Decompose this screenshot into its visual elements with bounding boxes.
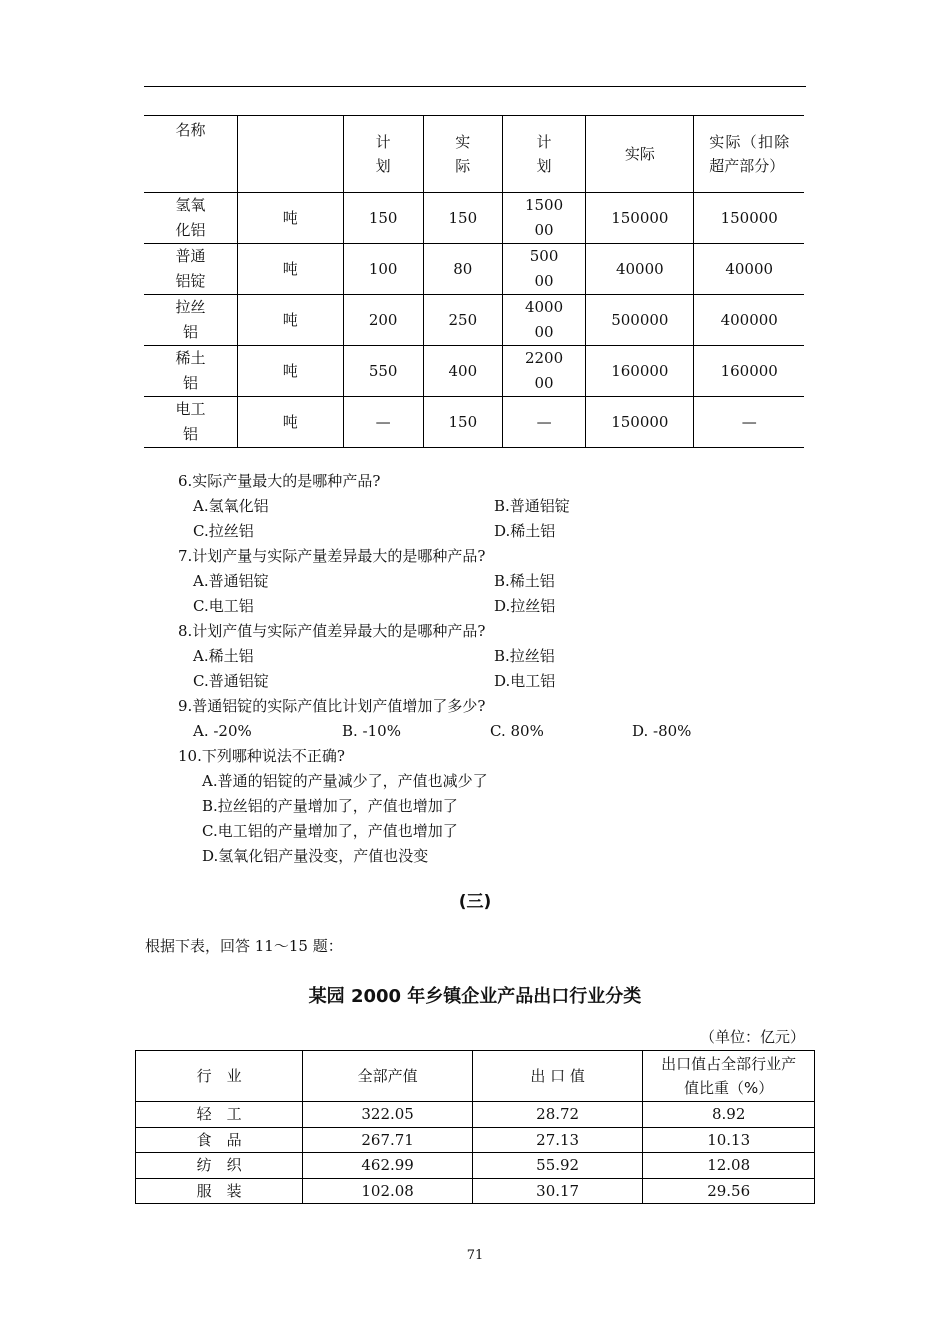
cell: 50000 [502, 244, 585, 295]
question-9-option-d[interactable]: D. -80% [632, 722, 692, 740]
cell: 150000 [586, 193, 694, 244]
table-row [144, 295, 804, 346]
cell: — [343, 397, 423, 448]
question-7-option-c[interactable]: C.电工铝 [193, 597, 254, 615]
question-6-option-c[interactable]: C.拉丝铝 [193, 522, 254, 540]
cell: 拉丝铝 [144, 295, 238, 346]
cell: 服 装 [136, 1178, 303, 1204]
cell: 12.08 [643, 1153, 815, 1179]
cell: 200 [343, 295, 423, 346]
question-8-stem: 8.计划产值与实际产值差异最大的是哪种产品? [178, 622, 486, 640]
cell: 吨 [238, 346, 344, 397]
header-name: 名称 [144, 116, 238, 193]
cell: 40000 [586, 244, 694, 295]
cell: 30.17 [472, 1178, 642, 1204]
cell: 322.05 [303, 1102, 473, 1128]
cell: 80 [423, 244, 502, 295]
cell: 电工铝 [144, 397, 238, 448]
question-10-option-a[interactable]: A.普通的铝锭的产量减少了，产值也减少了 [202, 772, 488, 790]
table-header-row [136, 1051, 815, 1102]
question-9-stem: 9.普通铝锭的实际产值比计划产值增加了多少? [178, 697, 486, 715]
question-8-option-d[interactable]: D.电工铝 [494, 672, 556, 690]
question-10-stem: 10.下列哪种说法不正确? [178, 747, 345, 765]
cell: 轻 工 [136, 1102, 303, 1128]
table-row [144, 193, 804, 244]
cell: 150 [423, 193, 502, 244]
table-row [136, 1178, 815, 1204]
cell: 150 [343, 193, 423, 244]
cell: 462.99 [303, 1153, 473, 1179]
cell: 稀土铝 [144, 346, 238, 397]
cell: — [502, 397, 585, 448]
cell: 400000 [694, 295, 804, 346]
cell: 8.92 [643, 1102, 815, 1128]
cell: 10.13 [643, 1127, 815, 1153]
cell: 250 [423, 295, 502, 346]
question-7-stem: 7.计划产量与实际产量差异最大的是哪种产品? [178, 547, 486, 565]
table-row [136, 1127, 815, 1153]
header-actual-value: 实际 [586, 116, 694, 193]
table-row [136, 1102, 815, 1128]
question-8-option-c[interactable]: C.普通铝锭 [193, 672, 269, 690]
cell: 150000 [502, 193, 585, 244]
cell: 吨 [238, 193, 344, 244]
cell: 400000 [502, 295, 585, 346]
header-unit [238, 116, 344, 193]
production-table [144, 115, 804, 448]
header-export-value: 出 口 值 [472, 1051, 642, 1102]
section-title: (三) [458, 892, 492, 912]
question-7-option-d[interactable]: D.拉丝铝 [494, 597, 556, 615]
cell: 267.71 [303, 1127, 473, 1153]
cell: 220000 [502, 346, 585, 397]
cell: 400 [423, 346, 502, 397]
question-6-option-b[interactable]: B.普通铝锭 [494, 497, 570, 515]
table-row [136, 1153, 815, 1179]
page-number: 71 [466, 1248, 484, 1263]
cell: 102.08 [303, 1178, 473, 1204]
header-industry: 行 业 [136, 1051, 303, 1102]
cell: 150000 [694, 193, 804, 244]
cell: 28.72 [472, 1102, 642, 1128]
question-10-option-b[interactable]: B.拉丝铝的产量增加了，产值也增加了 [202, 797, 458, 815]
question-8-option-a[interactable]: A.稀土铝 [193, 647, 254, 665]
cell: 吨 [238, 295, 344, 346]
table-row [144, 346, 804, 397]
header-export-ratio: 出口值占全部行业产值比重（%） [643, 1051, 815, 1102]
question-9-option-c[interactable]: C. 80% [490, 722, 544, 740]
cell: 27.13 [472, 1127, 642, 1153]
header-actual-adjusted: 实际（扣除超产部分） [694, 116, 804, 193]
cell: — [694, 397, 804, 448]
table2-unit: （单位：亿元） [699, 1028, 805, 1046]
table-header-row [144, 116, 804, 193]
header-total-output: 全部产值 [303, 1051, 473, 1102]
cell: 吨 [238, 244, 344, 295]
question-7-option-b[interactable]: B.稀土铝 [494, 572, 555, 590]
cell: 氢氧化铝 [144, 193, 238, 244]
question-6-option-d[interactable]: D.稀土铝 [494, 522, 556, 540]
question-10-option-d[interactable]: D.氢氧化铝产量没变，产值也没变 [202, 847, 429, 865]
header-plan-value: 计划 [502, 116, 585, 193]
question-8-option-b[interactable]: B.拉丝铝 [494, 647, 555, 665]
question-10-option-c[interactable]: C.电工铝的产量增加了，产值也增加了 [202, 822, 458, 840]
top-rule [144, 86, 806, 87]
header-plan-output: 计划 [343, 116, 423, 193]
question-6-option-a[interactable]: A.氢氧化铝 [193, 497, 269, 515]
cell: 100 [343, 244, 423, 295]
cell: 150 [423, 397, 502, 448]
cell: 150000 [586, 397, 694, 448]
cell: 55.92 [472, 1153, 642, 1179]
cell: 500000 [586, 295, 694, 346]
question-6-stem: 6.实际产量最大的是哪种产品? [178, 472, 381, 490]
section-intro: 根据下表，回答 11～15 题： [145, 937, 343, 955]
export-table [135, 1050, 815, 1204]
cell: 29.56 [643, 1178, 815, 1204]
table2-title: 某园 2000 年乡镇企业产品出口行业分类 [308, 986, 642, 1007]
cell: 40000 [694, 244, 804, 295]
question-7-option-a[interactable]: A.普通铝锭 [193, 572, 269, 590]
cell: 吨 [238, 397, 344, 448]
cell: 550 [343, 346, 423, 397]
question-9-option-b[interactable]: B. -10% [342, 722, 401, 740]
table-row [144, 244, 804, 295]
table-row [144, 397, 804, 448]
cell: 食 品 [136, 1127, 303, 1153]
cell: 160000 [586, 346, 694, 397]
cell: 160000 [694, 346, 804, 397]
cell: 普通铝锭 [144, 244, 238, 295]
cell: 纺 织 [136, 1153, 303, 1179]
question-9-option-a[interactable]: A. -20% [193, 722, 252, 740]
header-actual-output: 实际 [423, 116, 502, 193]
